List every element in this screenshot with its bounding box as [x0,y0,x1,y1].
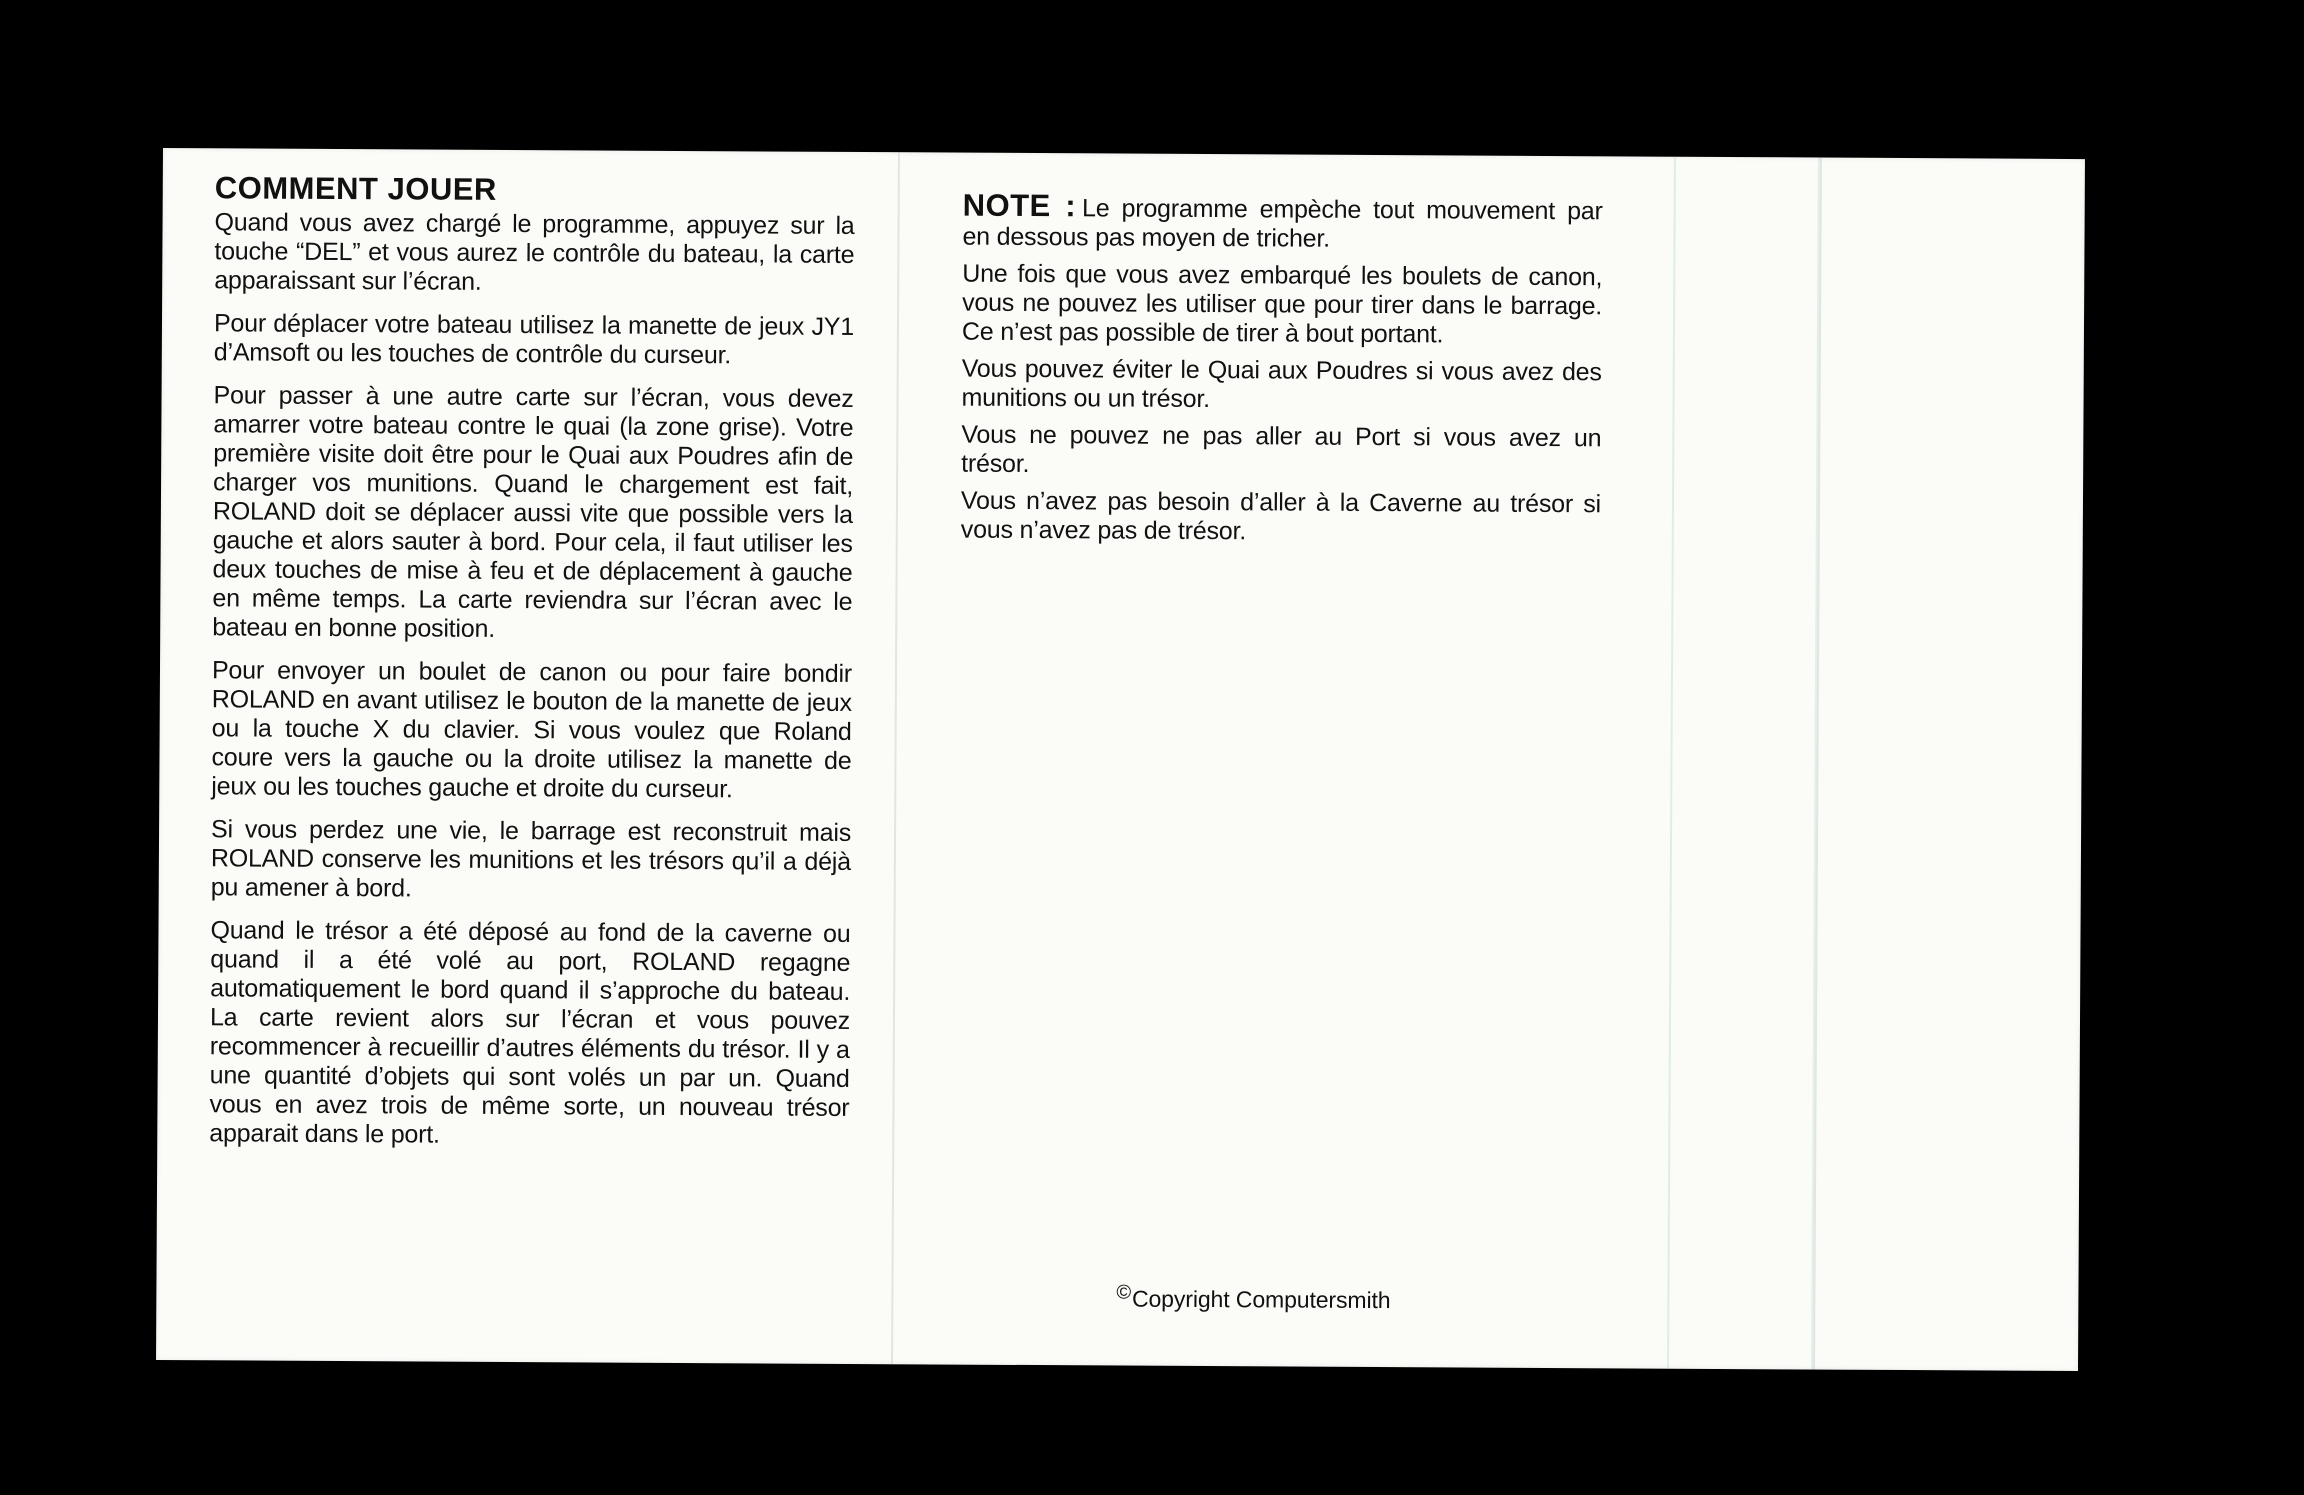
section-heading: COMMENT JOUER [214,170,497,207]
fold-line [891,152,900,1364]
instruction-paragraph: Quand le trésor a été déposé au fond de la caverne ou quand il a été volé au port, ROLAND regagne automatiquement le bord quand il s’approche du bateau. La carte revient alors sur l’écran et vous pouvez recommencer à recueillir d’autres éléments du trésor. Il y a une quantité d’objets qui sont volés un par un. Quand vous en avez trois de même sorte, un nouveau trésor apparait dans le port. [209,916,851,1149]
instruction-paragraph: Quand vous avez chargé le programme, appuyez sur la touche “DEL” et vous aurez le contrôle du bateau, la carte apparaissant sur l’écran. [214,208,855,296]
note-paragraph: Vous ne pouvez ne pas aller au Port si vous avez un trésor. [961,420,1602,478]
note-paragraph: Vous n’avez pas besoin d’aller à la Caverne au trésor si vous n’avez pas de trésor. [960,486,1602,546]
fold-line [1667,157,1676,1369]
note-text: Le programme empèche tout mouvement par en dessous pas moyen de tricher. [962,194,1603,253]
cassette-inlay-card [156,148,2085,1371]
copyright-notice [1116,1282,1390,1315]
note-paragraph: Une fois que vous avez embarqué les boulets de canon, vous ne pouvez les utiliser que pour tirer dans le barrage. Ce n’est pas possible de tirer à bout portant. [961,259,1603,349]
note-paragraph: Vous pouvez éviter le Quai aux Poudres si vous avez des munitions ou un trésor. [961,354,1602,414]
instruction-paragraph: Si vous perdez une vie, le barrage est reconstruit mais ROLAND conserve les munitions et les trésors qu’il a déjà pu amener à bord. [210,815,852,903]
copyright-text: Copyright Computersmith [1131,1285,1391,1314]
instruction-paragraph: Pour déplacer votre bateau utilisez la manette de jeux JY1 d’Amsoft ou les touches de contrôle du curseur. [213,309,855,370]
instructions-panel [209,170,855,1166]
copyright-symbol: © [1116,1281,1132,1304]
note-paragraph [962,187,1603,256]
notes-panel [960,187,1603,557]
note-label: NOTE : [962,187,1077,224]
instruction-paragraph: Pour envoyer un boulet de canon ou pour faire bondir ROLAND en avant utilisez le bouton de la manette de jeux ou la touche X du clavier. Si vous voulez que Roland coure vers la gauche ou la droite utilisez la manette de jeux ou les touches gauche et droite du curseur. [211,656,853,804]
instruction-paragraph: Pour passer à une autre carte sur l’écran, vous devez amarrer votre bateau contre le quai (la zone grise). Votre première visite doit être pour le Quai aux Poudres afin de charger vos munitions. Quand le chargement est fait, ROLAND doit se déplacer aussi vite que possible vers la gauche et alors sauter à bord. Pour cela, il faut utiliser les deux touches de mise à feu et de déplacement à gauche en même temps. La carte reviendra sur l’écran avec le bateau en bonne position. [212,381,854,643]
